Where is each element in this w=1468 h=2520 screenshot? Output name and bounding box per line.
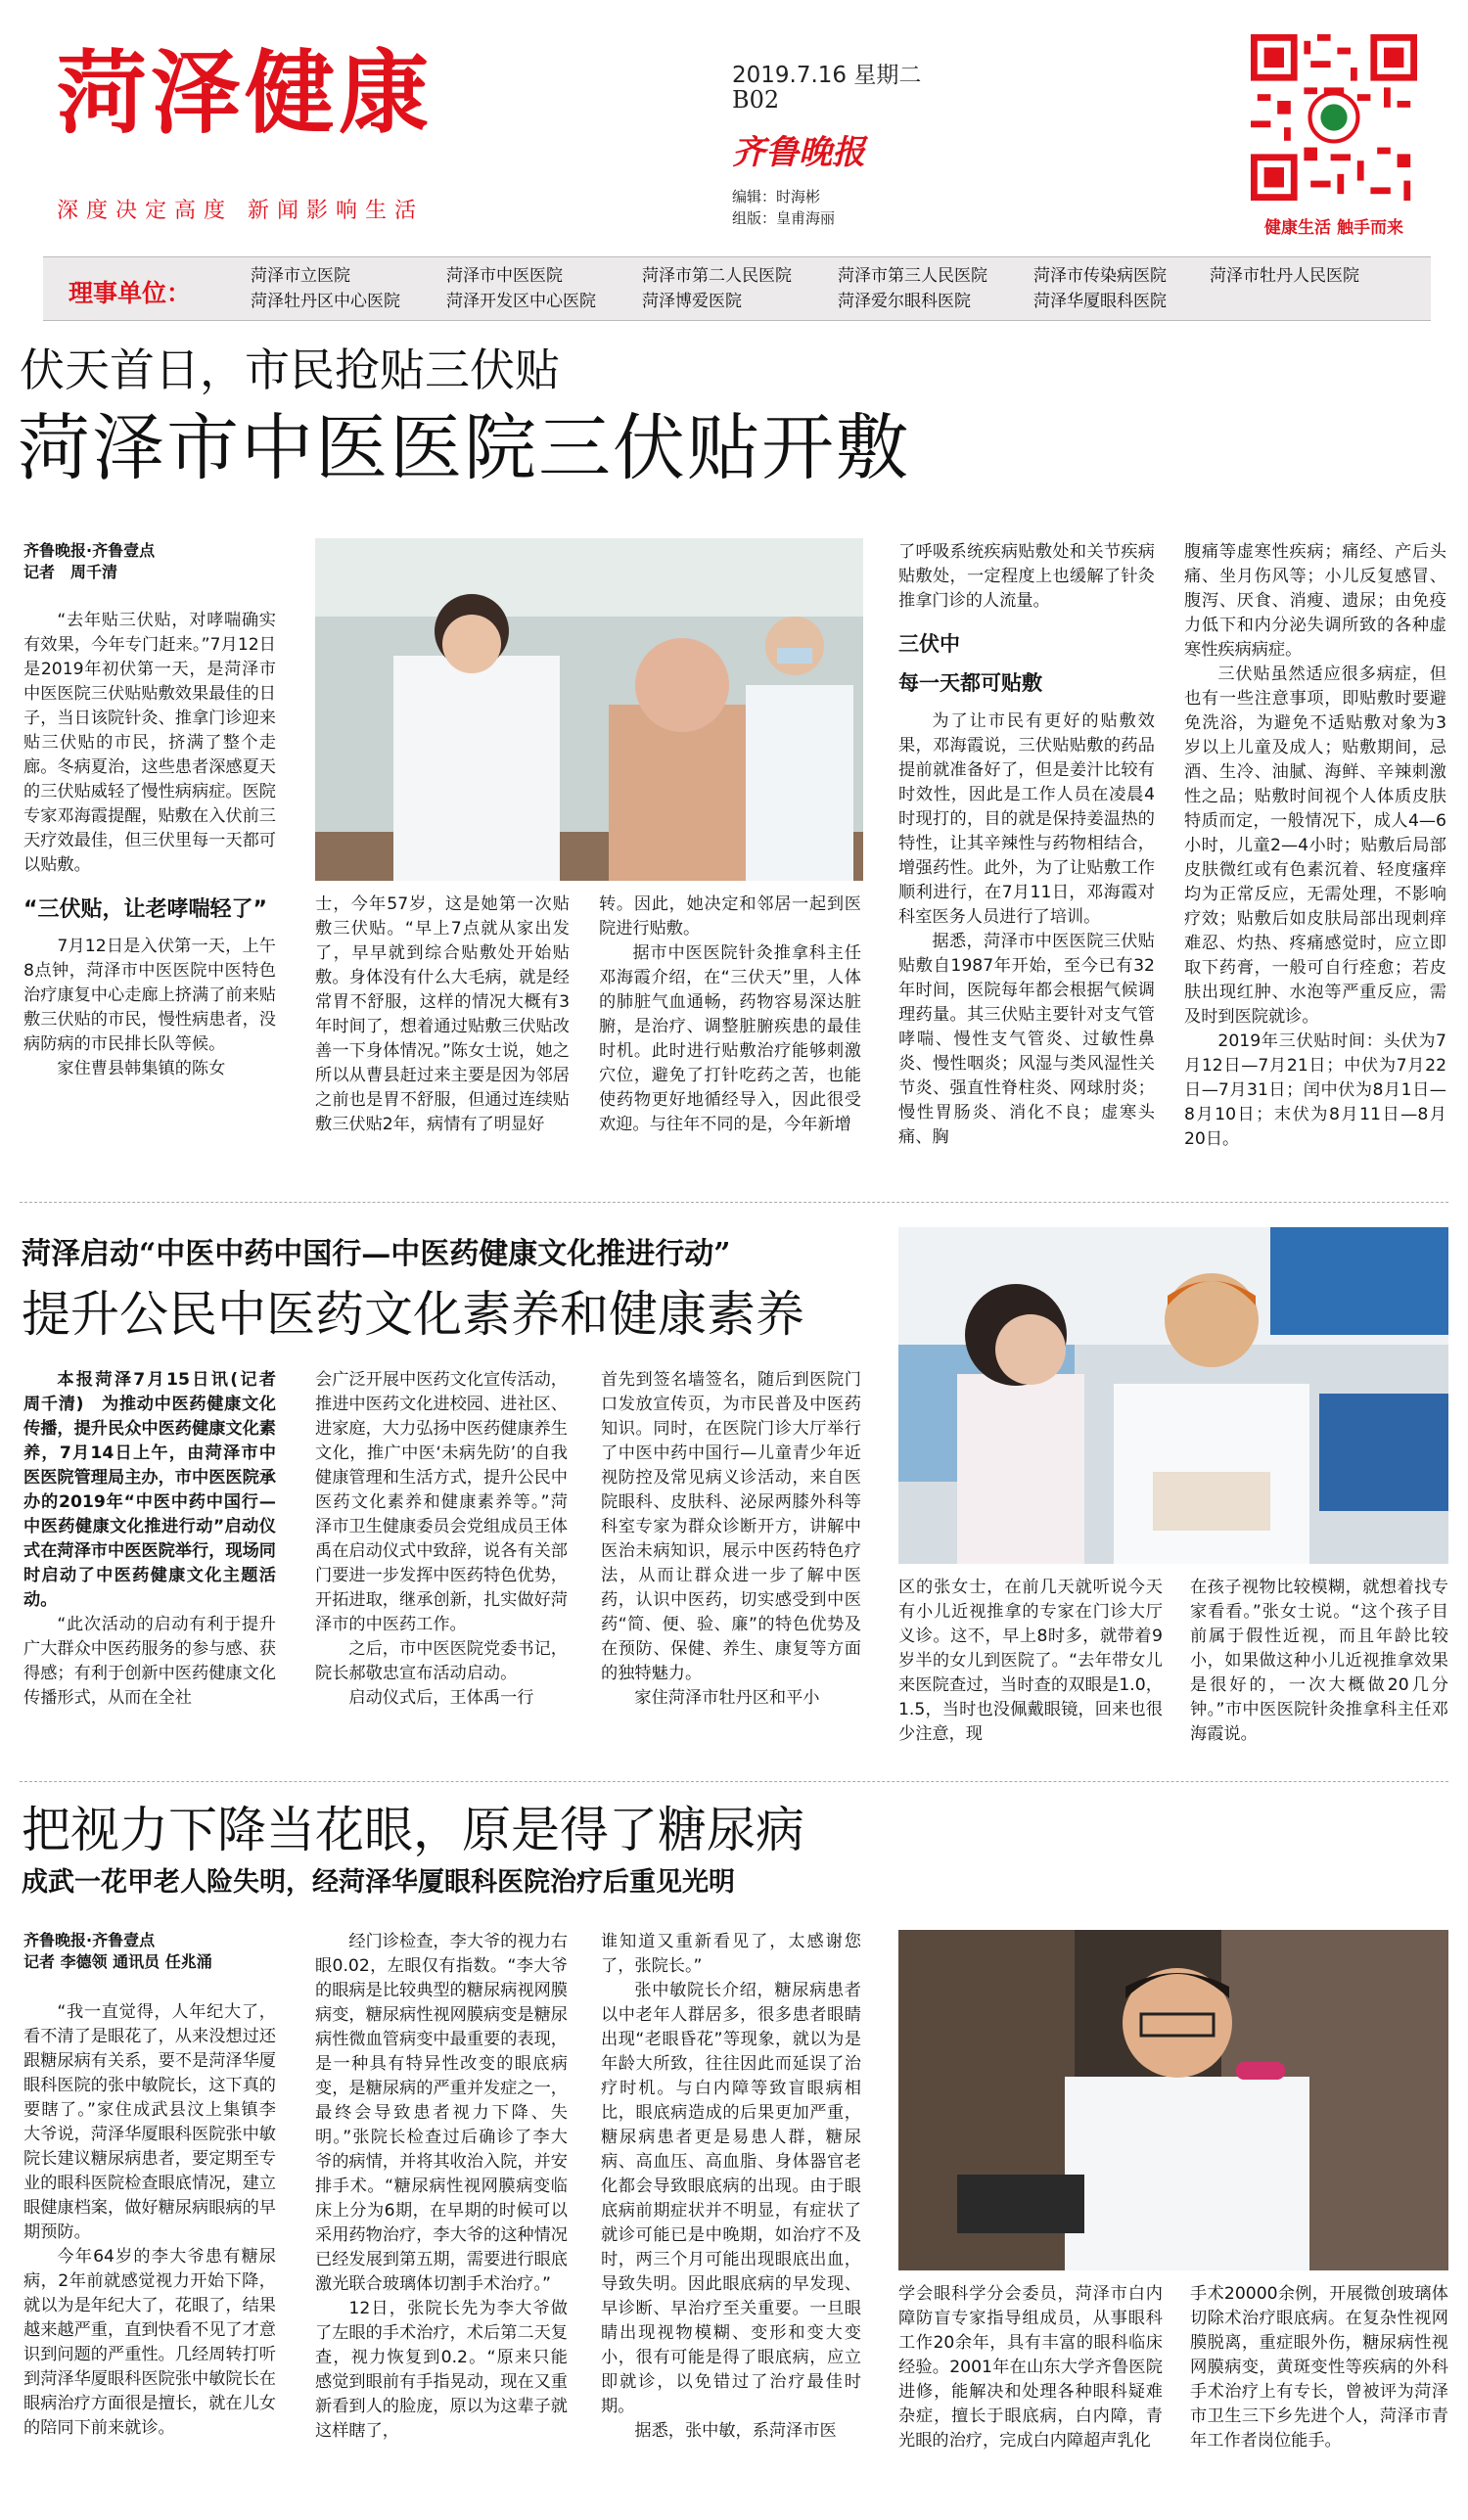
divider (20, 1202, 1448, 1203)
paragraph: 经门诊检查，李大爷的视力右眼0.02，左眼仅有指数。“李大爷的眼病是比较典型的糖尿病视网膜病变，糖尿病性视网膜病变是糖尿病性微血管病变中最重要的表现，是一种具有特异性改变的眼底病变，是糖尿病的严重并发症之一，最终会导致患者视力下降、失明。”张院长检查过后确诊了李大爷的病情，并将其收治入院，并安排手术。“糖尿病性视网膜病变临床上分为6期，在早期的时候可以采用药物治疗，李大爷的这种情况已经发展到第五期，需要进行眼底激光联合玻璃体切割手术治疗。” (315, 1932, 568, 2294)
council-member: 菏泽市立医院 (251, 266, 350, 286)
paragraph: 张中敏院长介绍，糖尿病患者以中老年人群居多，很多患者眼睛出现“老眼昏花”等现象，就以为是年龄大所致，往往因此而延误了治疗时机。与白内障等致盲眼病相比，眼底病造成的后果更加严重，糖尿病患者更是易患人群，糖尿病、高血压、高血脂、身体器官老化都会导致眼底病的出现。由于眼底病前期症状并不明显，有症状了就诊可能已是中晚期，如治疗不及时，两三个月可能出现眼底出血，导致失明。因此眼底病的早发现、早诊断、早治疗至关重要。一旦眼睛出现视物模糊、变形和变大变小，很有可能是得了眼底病，应立即就诊，以免错过了治疗最佳时期。 (601, 1981, 861, 2416)
article1-subhead: “三伏贴，让老哮喘轻了” (23, 897, 267, 922)
council-member: 菏泽市牡丹人民医院 (1210, 266, 1359, 286)
paragraph: 区的张女士，在前几天就听说今天有小儿近视推拿的专家在门诊大厅义诊。这不，早上8时多，就带着9岁半的女儿到医院了。“去年带女儿来医院查过，当时查的双眼是1.0，1.5，当时也没佩戴眼镜，回来也很少注意，现 (898, 1578, 1163, 1744)
byline-outlet: 齐鲁晚报·齐鲁壹点 (23, 1931, 156, 1949)
paragraph: 家住曹县韩集镇的陈女 (57, 1059, 226, 1078)
byline-outlet: 齐鲁晚报·齐鲁壹点 (23, 541, 156, 560)
article1-col3 (599, 893, 861, 1176)
council-member: 菏泽博爱医院 (642, 292, 742, 311)
editor: 编辑：时海彬 (732, 188, 821, 206)
article1-byline (23, 540, 155, 583)
paragraph: “去年贴三伏贴，对哮喘确实有效果，今年专门赶来。”7月12日是2019年初伏第一天，是菏泽市中医医院三伏贴贴敷效果最佳的日子，当日该院针灸、推拿门诊迎来贴三伏贴的市民，挤满了整个走廊。冬病夏治，这些患者深感夏天的三伏贴威轻了慢性病病症。医院专家邓海霞提醒，贴敷在入伏前三天疗效最佳，但三伏里每一天都可以贴敷。 (23, 611, 276, 875)
issue-date: 2019.7.16 星期二 (732, 63, 922, 88)
council-member: 菏泽华厦眼科医院 (1033, 292, 1167, 311)
article2-col3 (601, 1368, 861, 1760)
article2-photo (898, 1227, 1448, 1564)
article2-title: 提升公民中医药文化素养和健康素养 (22, 1286, 804, 1343)
paragraph: 学会眼科学分会委员，菏泽市白内障防盲专家指导组成员，从事眼科工作20余年，具有丰富的眼科临床经验。2001年在山东大学齐鲁医院进修，能解决和处理各种眼科疑难杂症，擅长于眼底病，白内障，青光眼的治疗，完成白内障超声乳化 (898, 2284, 1163, 2451)
article3-photo (898, 1930, 1448, 2270)
article1-col2 (315, 893, 570, 1176)
editor-credits (732, 186, 835, 229)
article2-col5 (1190, 1576, 1448, 1762)
council-member: 菏泽牡丹区中心医院 (251, 292, 400, 311)
council-member: 菏泽市传染病医院 (1033, 266, 1167, 286)
paragraph: 会广泛开展中医药文化宣传活动，推进中医药文化进校园、进社区、进家庭，大力弘扬中医药健康养生文化，推广中医‘未病先防’的自我健康管理和生活方式，提升公民中医药文化素养和健康素养等。”菏泽市卫生健康委员会党组成员王体禹在启动仪式中致辞，说各有关部门要进一步发挥中医药特色优势，开拓进取，继承创新，扎实做好菏泽市的中医药工作。 (315, 1370, 568, 1634)
paragraph: 之后，市中医医院党委书记，院长郝敬忠宣布活动启动。 (315, 1639, 568, 1683)
article1-col1 (23, 609, 276, 1196)
masthead-title: 菏泽健康 (57, 40, 434, 146)
council-member: 菏泽爱尔眼科医院 (838, 292, 971, 311)
paragraph: 据悉，菏泽市中医医院三伏贴贴敷自1987年开始，至今已有32年时间，医院每年都会根据气候调理药量。其三伏贴主要针对支气管哮喘、慢性支气管炎、过敏性鼻炎、慢性咽炎；风湿与类风湿性关节炎、强直性脊柱炎、网球肘炎；慢性胃肠炎、消化不良；虚寒头痛、胸 (898, 932, 1155, 1147)
paragraph: 家住菏泽市牡丹区和平小 (634, 1688, 820, 1708)
byline-reporter: 记者 周千清 (23, 563, 118, 581)
council-label: 理事单位： (69, 279, 192, 307)
paragraph: 首先到签名墙签名，随后到医院门口发放宣传页，为市民普及中医药知识。同时，在医院门诊大厅举行了中医中药中国行—儿童青少年近视防控及常见病义诊活动，来自医院眼科、皮肤科、泌尿两膝外科等科室专家为群众诊断开方，讲解中医治未病知识，展示中医药特色疗法，从而让群众进一步了解中医药，认识中医药，切实感受到中医药“简、便、验、廉”的特色优势及在预防、保健、养生、康复等方面的独特魅力。 (601, 1370, 861, 1683)
paragraph: 手术20000余例，开展微创玻璃体切除术治疗眼底病。在复杂性视网膜脱离，重症眼外伤，糖尿病性视网膜病变，黄斑变性等疾病的外科手术治疗上有专长，曾被评为菏泽市卫生三下乡先进个人，菏泽市青年工作者岗位能手。 (1190, 2284, 1448, 2451)
article1-subhead2b: 每一天都可贴敷 (898, 671, 1042, 695)
paragraph: 本报菏泽7月15日讯(记者 周千清) 为推动中医药健康文化传播，提升民众中医药健康文化素养，7月14日上午，由菏泽市中医医院管理局主办，市中医医院承办的2019年“中医中药中国行—中医药健康文化推进行动”启动仪式在菏泽市中医医院举行，现场同时启动了中医药健康文化主题活动。 (23, 1370, 294, 1610)
designer: 组版：皇甫海丽 (732, 209, 836, 227)
paragraph: 据市中医医院针灸推拿科主任邓海霞介绍，在“三伏天”里，人体的肺脏气血通畅，药物容易深达脏腑，是治疗、调整脏腑疾患的最佳时机。此时进行贴敷治疗能够刺激穴位，避免了打针吃药之苦，也能使药物更好地循经导入，因此很受欢迎。与往年不同的是，今年新增 (599, 943, 861, 1134)
paragraph: 腹痛等虚寒性疾病；痛经、产后头痛、坐月伤风等；小儿反复感冒、腹泻、厌食、消瘦、遗尿；由免疫力低下和内分泌失调所致的各种虚寒性疾病病症。 (1184, 542, 1446, 660)
paragraph: 士，今年57岁，这是她第一次贴敷三伏贴。“早上7点就从家出发了，早早就到综合贴敷处开始贴敷。身体没有什么大毛病，就是经常胃不舒服，这样的情况大概有3年时间了，想着通过贴敷三伏贴改善一下身体情况。”陈女士说，她之所以从曹县赶过来主要是因为邻居之前也是胃不舒服，但通过连续贴敷三伏贴2年，病情有了明显好 (315, 894, 570, 1134)
council-member (1210, 290, 1425, 313)
article3-byline (23, 1930, 212, 1973)
paragraph: 据悉，张中敏，系菏泽市医 (634, 2421, 837, 2441)
article1-subhead2a: 三伏中 (898, 632, 960, 656)
paragraph: 在孩子视物比较模糊，就想着找专家看看。”张女士说。“这个孩子目前属于假性近视，而且年龄比较小，如果做这种小儿近视推拿效果是很好的，一次大概做20几分钟。”市中医医院针灸推拿科主任邓海霞说。 (1190, 1578, 1448, 1744)
paragraph: 转。因此，她决定和邻居一起到医院进行贴敷。 (599, 894, 861, 939)
qr-code-icon[interactable] (1251, 34, 1417, 201)
article3-col2 (315, 1930, 568, 2509)
article3-col1 (23, 2000, 276, 2509)
article3-col3 (601, 1930, 861, 2509)
article1-title: 菏泽市中医医院三伏贴开敷 (18, 406, 910, 490)
paper-name: 齐鲁晚报 (732, 133, 865, 172)
paragraph: 启动仪式后，王体禹一行 (348, 1688, 534, 1708)
article1-kicker: 伏天首日，市民抢贴三伏贴 (20, 344, 560, 396)
article2-col1 (23, 1368, 294, 1760)
paragraph: 谁知道又重新看见了，太感谢您了，张院长。” (601, 1932, 861, 1976)
council-member: 菏泽开发区中心医院 (446, 292, 596, 311)
paragraph: 2019年三伏贴时间：头伏为7月12日—7月21日；中伏为7月22日—7月31日；闰中伏为8月1日—8月10日；末伏为8月11日—8月20日。 (1184, 1031, 1446, 1149)
paragraph: “此次活动的启动有利于提升广大群众中医药服务的参与感、获得感；有利于创新中医药健康文化传播形式，从而在全社 (23, 1615, 276, 1708)
article3-title: 把视力下降当花眼，原是得了糖尿病 (22, 1802, 804, 1858)
paragraph: 7月12日是入伏第一天，上午8点钟，菏泽市中医医院中医特色治疗康复中心走廊上挤满了前来贴敷三伏贴的市民，慢性病患者，没病防病的市民排长队等候。 (23, 937, 276, 1054)
qr-caption: 健康生活 触手而来 (1264, 218, 1403, 238)
masthead-slogan: 深度决定高度 新闻影响生活 (57, 199, 424, 223)
council-member: 菏泽市第三人民医院 (838, 266, 987, 286)
paragraph: 三伏贴虽然适应很多病症，但也有一些注意事项，即贴敷时要避免洗浴，为避免不适贴敷对象为3岁以上儿童及成人；贴敷期间，忌酒、生冷、油腻、海鲜、辛辣刺激性之品；贴敷时间视个人体质皮肤特质而定，一般情况下，成人4—6小时，儿童2—4小时；贴敷后局部皮肤微红或有色素沉着、轻度瘙痒均为正常反应，无需处理，不影响疗效；贴敷后如皮肤局部出现刺痒难忍、灼热、疼痛感觉时，应立即取下药膏，一般可自行痊愈；若皮肤出现红肿、水泡等严重反应，需及时到医院就诊。 (1184, 664, 1446, 1027)
article1-col5 (1184, 540, 1446, 1176)
divider (20, 1781, 1448, 1782)
article1-col4 (898, 540, 1155, 1176)
page-number: B02 (732, 86, 780, 114)
paragraph: 了呼吸系统疾病贴敷处和关节疾病贴敷处，一定程度上也缓解了针灸推拿门诊的人流量。 (898, 542, 1155, 611)
article3-col5 (1190, 2282, 1448, 2513)
article3-subtitle: 成武一花甲老人险失明，经菏泽华厦眼科医院治疗后重见光明 (22, 1867, 735, 1898)
paragraph: 为了让市民有更好的贴敷效果，邓海霞说，三伏贴贴敷的药品提前就准备好了，但是姜汁比较有时效性，因此是工作人员在凌晨4时现打的，目的就是保持姜温热的特性，让其辛辣性与药物相结合，增强药性。此外，为了让贴敷工作顺利进行，在7月11日，邓海霞对科室医务人员进行了培训。 (898, 711, 1155, 927)
article2-col2 (315, 1368, 568, 1760)
paragraph: “我一直觉得，人年纪大了，看不清了是眼花了，从来没想过还跟糖尿病有关系，要不是菏泽华厦眼科医院的张中敏院长，这下真的要瞎了。”家住成武县汶上集镇李大爷说，菏泽华厦眼科医院张中敏院长建议糖尿病患者，要定期至专业的眼科医院检查眼底情况，建立眼健康档案，做好糖尿病眼病的早期预防。 (23, 2002, 276, 2242)
article2-col4 (898, 1576, 1163, 1762)
article1-photo (315, 538, 863, 881)
byline-reporter: 记者 李德领 通讯员 任兆涌 (23, 1952, 212, 1971)
article3-col4 (898, 2282, 1163, 2513)
article2-kicker: 菏泽启动“中医中药中国行—中医药健康文化推进行动” (22, 1237, 731, 1271)
council-member: 菏泽市第二人民医院 (642, 266, 792, 286)
paragraph: 今年64岁的李大爷患有糖尿病，2年前就感觉视力开始下降，就以为是年纪大了，花眼了，结果越来越严重，直到快看不见了才意识到问题的严重性。几经周转打听到菏泽华厦眼科医院张中敏院长在眼病治疗方面很是擅长，就在儿女的陪同下前来就诊。 (23, 2247, 276, 2438)
council-members (251, 264, 1425, 313)
paragraph: 12日，张院长先为李大爷做了左眼的手术治疗，术后第二天复查，视力恢复到0.2。“原来只能感觉到眼前有手指晃动，现在又重新看到人的脸庞，原以为这辈子就这样瞎了， (315, 2299, 568, 2441)
council-member: 菏泽市中医医院 (446, 266, 563, 286)
